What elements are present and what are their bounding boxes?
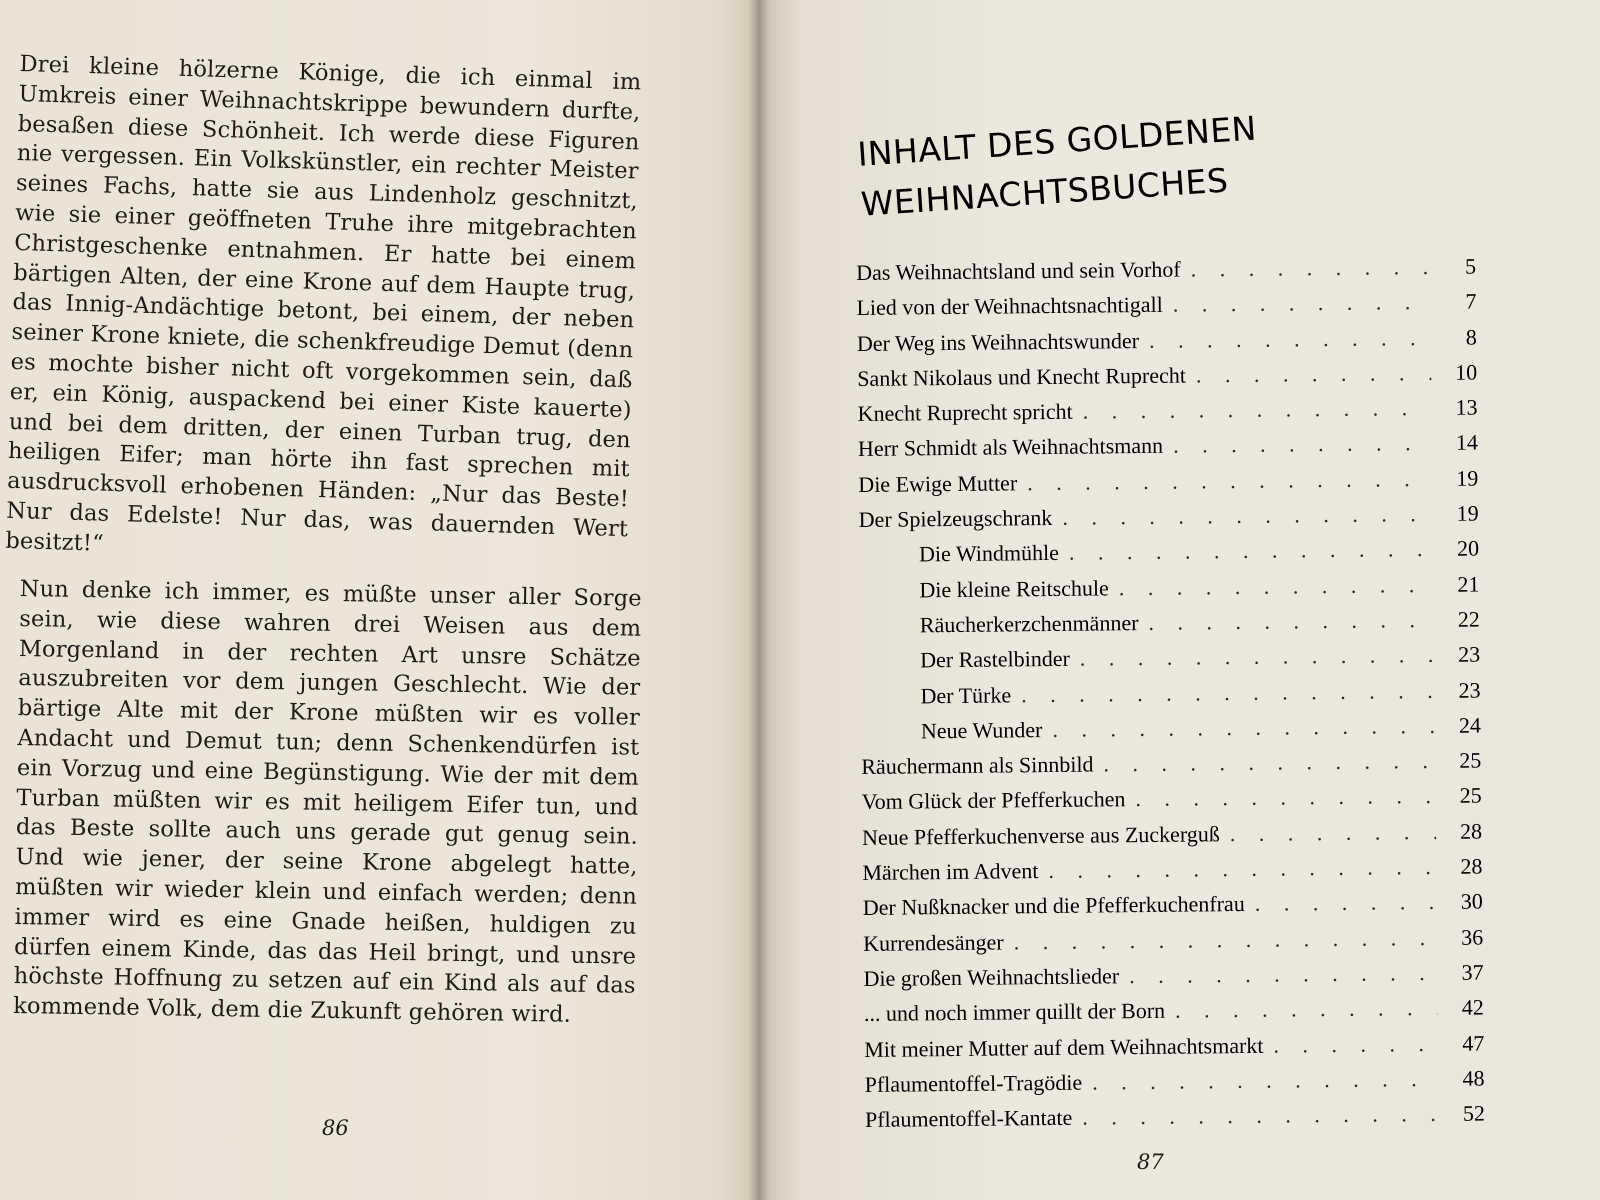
toc-entry-label: Räuchermann als Sinnbild [861,751,1094,780]
dot-leader [1191,254,1431,283]
toc-entry [865,1101,1485,1143]
toc-entry-page: 13 [1455,394,1478,420]
toc-entry-page: 37 [1461,959,1484,985]
toc-entry-label: Der Spielzeugschrank [858,505,1053,533]
dot-leader [1014,925,1438,955]
dot-leader [1175,995,1438,1024]
toc-entry-page: 42 [1461,994,1484,1020]
toc-entry-label: Neue Wunder [920,716,1043,744]
toc-entry-page: 23 [1458,641,1481,667]
book-gutter [748,0,770,1200]
toc-entry-label: Mit meiner Mutter auf dem Weihnachtsmarkt [864,1032,1264,1062]
toc-entry-page: 21 [1457,571,1480,597]
body-paragraph-2: Nun denke ich immer, es müßte unser aller Sorge sein, wie diese wahren drei Weisen aus dem Morgenland in der rechten Art unsre Schätze auszubreiten vor dem jungen Geschlecht. Wie der bärtige Alte mit der Krone müßten wir es voller Andacht und Demut tun; denn Schenkendürfen ist ein Vorzug und eine Begünstigung. Wie der mit dem Turban müßten wir es mit heiligem Eifer tun, und das Beste sollte auch uns gerade gut genug sein. Und wie jener, der seine Krone abgelegt hatte, müßten wir wieder klein und einfach werden; denn immer wird es eine Gnade heißen, huldigen zu dürfen einem Kinde, das das Heil bringt, und unsre höchste Hoffnung zu setzen auf ein Kind als auf das kommende Volk, dem die Zukunft gehören wird. [13,575,642,1028]
dot-leader [1062,501,1433,531]
toc-entry-label: Lied von der Weihnachtsnachtigall [856,292,1163,321]
toc-entry-label: Sankt Nikolaus und Knecht Ruprecht [857,362,1187,391]
dot-leader [1273,1030,1438,1058]
toc-entry-page: 8 [1465,324,1477,350]
toc-entry-label: Der Türke [920,681,1012,708]
table-of-contents [856,108,1486,1142]
toc-entry-label: Pflaumentoffel-Kantate [864,1104,1073,1133]
toc-entry-label: ... und noch immer quillt der Born [863,998,1166,1027]
toc-entry-page: 28 [1459,818,1483,844]
toc-entry-label: Neue Pfefferkuchenverse aus Zuckerguß [861,820,1220,850]
body-paragraph-1: Drei kleine hölzerne Könige, die ich einmal im Umkreis einer Weihnachtskrippe bewundern durfte, besaßen diese Schönheit. Ich werde diese Figuren nie vergessen. Ein Volkskünstler, ein rechter Meister seines Fachs, hatte sie aus Lindenholz geschnitzt, wie sie einer geöffneten Truhe ihre mitgebrachten Christgeschenke entnahmen. Er hatte bei einem bärtigen Alten, der eine Krone auf dem Haupte trug, das Innig-Andächtige betont, bei einem, der neben seiner Krone kniete, die schenkfreudige Demut (denn es mochte bisher nicht oft vorgekommen sein, daß er, ein König, auspackend bei einer Kiste kauerte) und bei dem dritten, der einen Turban trug, den heiligen Eifer; man hörte ihn fast sprechen mit ausdrucksvoll erhobenen Händen: „Nur das Beste! Nur das Edelste! Nur das, was dauernden Wert besitzt!“ [5,50,642,557]
toc-entry-page: 30 [1460,888,1483,915]
left-page [0,0,762,1200]
toc-title-line-2: WEIHNACHTSBUCHES [859,160,1230,224]
toc-entry-page: 25 [1459,747,1482,773]
toc-entry-page: 48 [1462,1065,1485,1091]
toc-entry-page: 20 [1456,535,1480,562]
toc-entry-page: 28 [1460,853,1483,879]
dot-leader [1196,360,1432,388]
toc-entry-label: Knecht Ruprecht spricht [857,398,1073,427]
toc-entry-label: Die Windmühle [918,540,1060,567]
toc-entry-page: 10 [1455,359,1478,385]
dot-leader [1103,748,1435,777]
toc-entry-label: Kurrendesänger [863,929,1004,956]
dot-leader [1080,642,1435,672]
toc-entry-page: 25 [1459,782,1482,809]
dot-leader [1052,713,1435,743]
toc-entry-page: 19 [1456,465,1479,491]
toc-entry-label: Pflaumentoffel-Tragödie [864,1069,1083,1097]
dot-leader [1129,960,1438,989]
toc-entry-label: Märchen im Advent [862,858,1039,886]
toc-entry-label: Die kleine Reitschule [919,575,1109,603]
toc-entry-page: 14 [1455,429,1479,456]
dot-leader [1148,607,1434,636]
toc-entry-page: 36 [1460,924,1484,950]
toc-entry-page: 52 [1462,1100,1486,1126]
toc-entry-page: 22 [1457,606,1480,632]
toc-entry-label: Die Ewige Mutter [858,470,1018,497]
dot-leader [1135,783,1436,812]
page-number-left: 86 [322,1116,349,1140]
toc-entry-page: 5 [1464,253,1477,279]
dot-leader [1173,289,1431,318]
dot-leader [1082,1101,1439,1131]
toc-entry-label: Herr Schmidt als Weihnachtsmann [857,433,1164,462]
dot-leader [1230,819,1436,847]
toc-entry-page: 47 [1462,1029,1485,1056]
page-number-right: 87 [1137,1150,1164,1174]
dot-leader [1255,889,1437,917]
toc-entry-label: Das Weihnachtsland und sein Vorhof [856,256,1181,285]
toc-entry-label: Vom Glück der Pfefferkuchen [861,786,1126,815]
toc-entry-label: Räucherkerzchenmänner [919,610,1139,638]
toc-title-line-1: INHALT DES GOLDENEN [856,108,1258,174]
dot-leader [1027,466,1432,496]
dot-leader [1083,395,1432,425]
dot-leader [1069,536,1433,566]
dot-leader [1119,572,1434,601]
toc-entry-label: Die großen Weihnachtslieder [863,963,1120,991]
toc-entry-label: Der Weg ins Weihnachtswunder [856,327,1140,356]
dot-leader [1021,678,1435,708]
toc-entry-label: Der Nußknacker und die Pfefferkuchenfrau [862,891,1245,921]
toc-entry-page: 19 [1456,500,1479,526]
toc-entry-label: Der Rastelbinder [920,646,1070,673]
toc-list [856,254,1485,1143]
dot-leader [1173,430,1432,459]
toc-entry-page: 7 [1465,288,1477,314]
toc-entry-page: 24 [1458,712,1482,738]
dot-leader [1048,854,1436,884]
toc-entry-page: 23 [1458,677,1481,703]
dot-leader [1092,1066,1439,1096]
dot-leader [1149,325,1431,354]
